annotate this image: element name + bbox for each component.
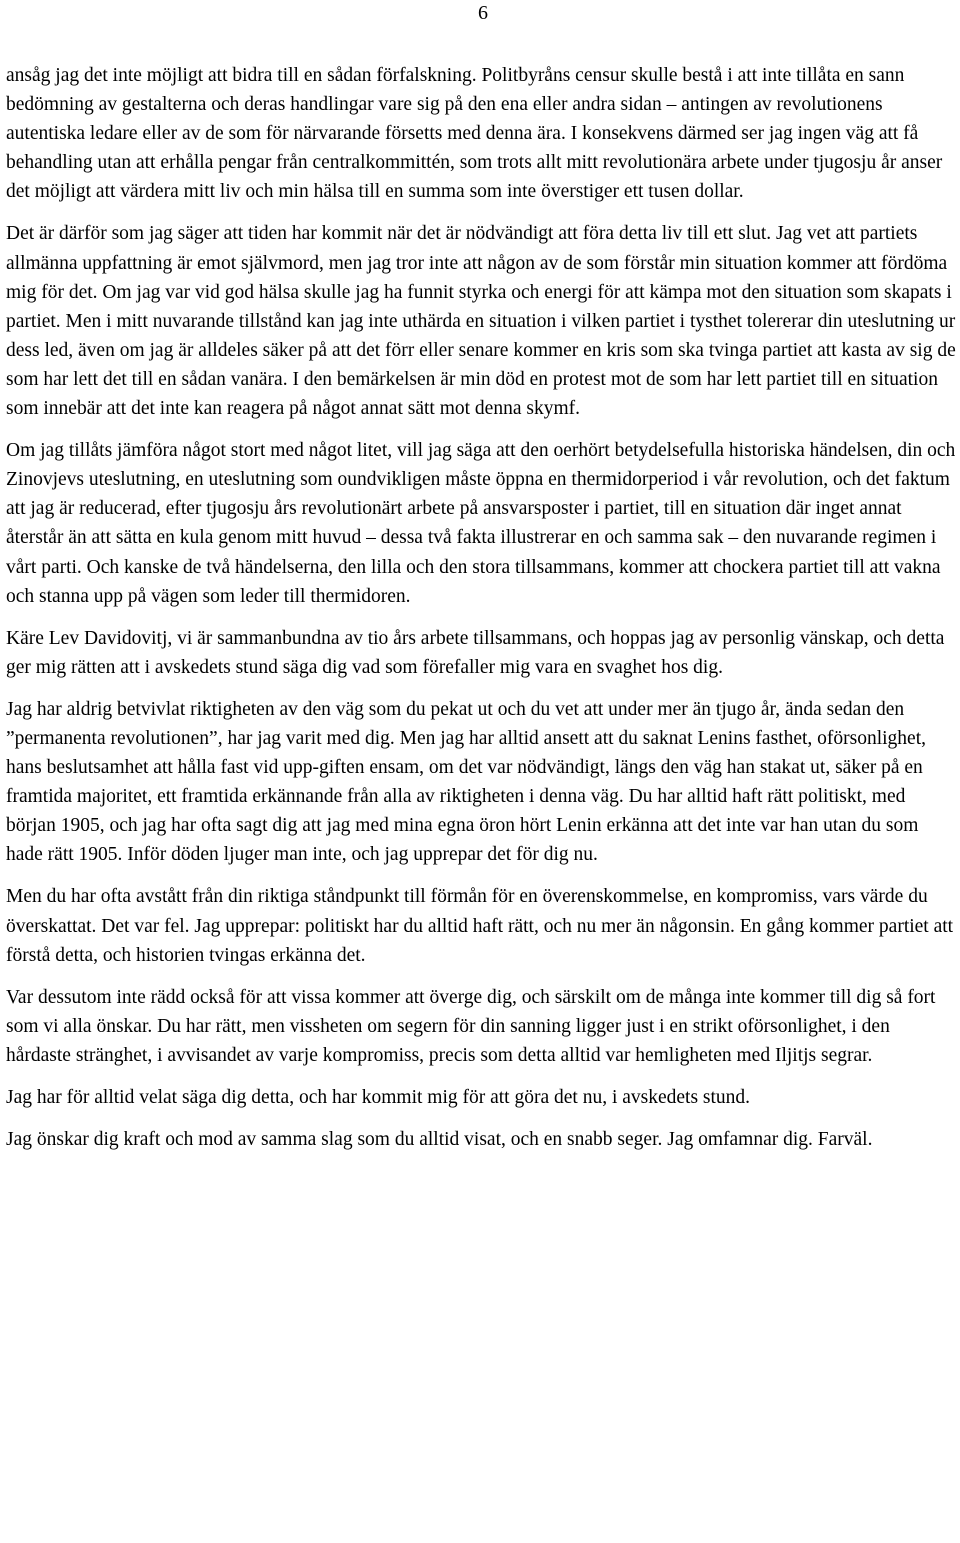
paragraph: Om jag tillåts jämföra något stort med något litet, vill jag säga att den oerhört betydelsefulla historiska händelsen, din och Zinovjevs uteslutning, en uteslutning som oundvikligen måste öppna en thermidorperiod i vår revolution, och det faktum att jag är reducerad, efter tjugosju års revolutionärt arbete på ansvarsposter i partiet, till en situation där inget annat återstår än att sätta en kula genom mitt huvud – dessa två fakta illustrerar en och samma sak – den nuvarande regimen i vårt parti. Och kanske de två händelserna, den lilla och den stora tillsammans, kommer att chockera partiet till att vakna och stanna upp på vägen som leder till thermidoren.: [6, 440, 956, 607]
paragraph: Jag har för alltid velat säga dig detta, och har kommit mig för att göra det nu, i avskedets stund.: [6, 1087, 751, 1108]
document-body: [6, 61, 956, 1167]
paragraph: ansåg jag det inte möjligt att bidra till en sådan förfalskning. Politbyråns censur skulle bestå i att inte tillåta en sann bedömning av gestalterna och deras handlingar vare sig på den ena eller andra sidan – antingen av revolutionens autentiska ledare eller av de som för närvarande försetts med denna ära. I konsekvens därmed ser jag ingen väg att få behandling utan att erhålla pengar från centralkommittén, som trots allt mitt revolutionära arbete under tjugosju år anser det möjligt att värdera mitt liv och min hälsa till en summa som inte överstiger ett tusen dollar.: [6, 65, 943, 203]
paragraph: Men du har ofta avstått från din riktiga ståndpunkt till förmån för en överenskommelse, en kompromiss, vars värde du överskattat. Det var fel. Jag upprepar: politiskt har du alltid haft rätt, och nu mer än någonsin. En gång kommer partiet att förstå detta, och historien tvingas erkänna det.: [6, 886, 954, 966]
paragraph: Käre Lev Davidovitj, vi är sammanbundna av tio års arbete tillsammans, och hoppas jag av personlig vänskap, och detta ger mig rätten att i avskedets stund säga dig vad som förefaller mig vara en svaghet hos dig.: [6, 627, 945, 678]
page-number: 6: [478, 2, 488, 24]
paragraph: Var dessutom inte rädd också för att vissa kommer att överge dig, och särskilt om de många inte kommer till dig så fort som vi alla önskar. Du har rätt, men vissheten om segern för din sanning ligger just i en strikt oförsonlighet, i den hårdaste stränghet, i avvisandet av varje kompromiss, precis som detta alltid var hemligheten med Iljitjs segrar.: [6, 986, 936, 1066]
paragraph: Det är därför som jag säger att tiden har kommit när det är nödvändigt att föra detta liv till ett slut. Jag vet att partiets allmänna uppfattning är emot självmord, men jag tror inte att någon av de som förstår min situation kommer att fördöma mig för det. Om jag var vid god hälsa skulle jag ha funnit styrka och energi för att kämpa mot den situation som skapats i partiet. Men i mitt nuvarande tillstånd kan jag inte uthärda en situation i vilken partiet i tysthet tolererar din uteslutning ur dess led, även om jag är alldeles säker på att det förr eller senare kommer en kris som ska tvinga partiet att kasta av sig de som har lett det till en sådan vanära. I den bemärkelsen är min död en protest mot de som har lett partiet till en situation som innebär att det inte kan reagera på något annat sätt mot denna skymf.: [6, 223, 956, 420]
paragraph: Jag har aldrig betvivlat riktigheten av den väg som du pekat ut och du vet att under mer än tjugo år, ända sedan den ”permanenta revolutionen”, har jag varit med dig. Men jag har alltid ansett att du saknat Lenins fasthet, oförsonlighet, hans beslutsamhet att hålla fast vid upp-giften ensam, om det var nödvändigt, längs den väg han stakat ut, säker på en framtida majoritet, ett framtida erkännande från alla av riktigheten i denna väg. Du har alltid haft rätt politiskt, med början 1905, och jag har ofta sagt dig att jag med mina egna öron hört Lenin erkänna att det inte var han utan du som hade rätt 1905. Inför döden ljuger man inte, och jag upprepar det för dig nu.: [6, 698, 927, 866]
paragraph: Jag önskar dig kraft och mod av samma slag som du alltid visat, och en snabb seger. Jag omfamnar dig. Farväl.: [6, 1129, 873, 1151]
